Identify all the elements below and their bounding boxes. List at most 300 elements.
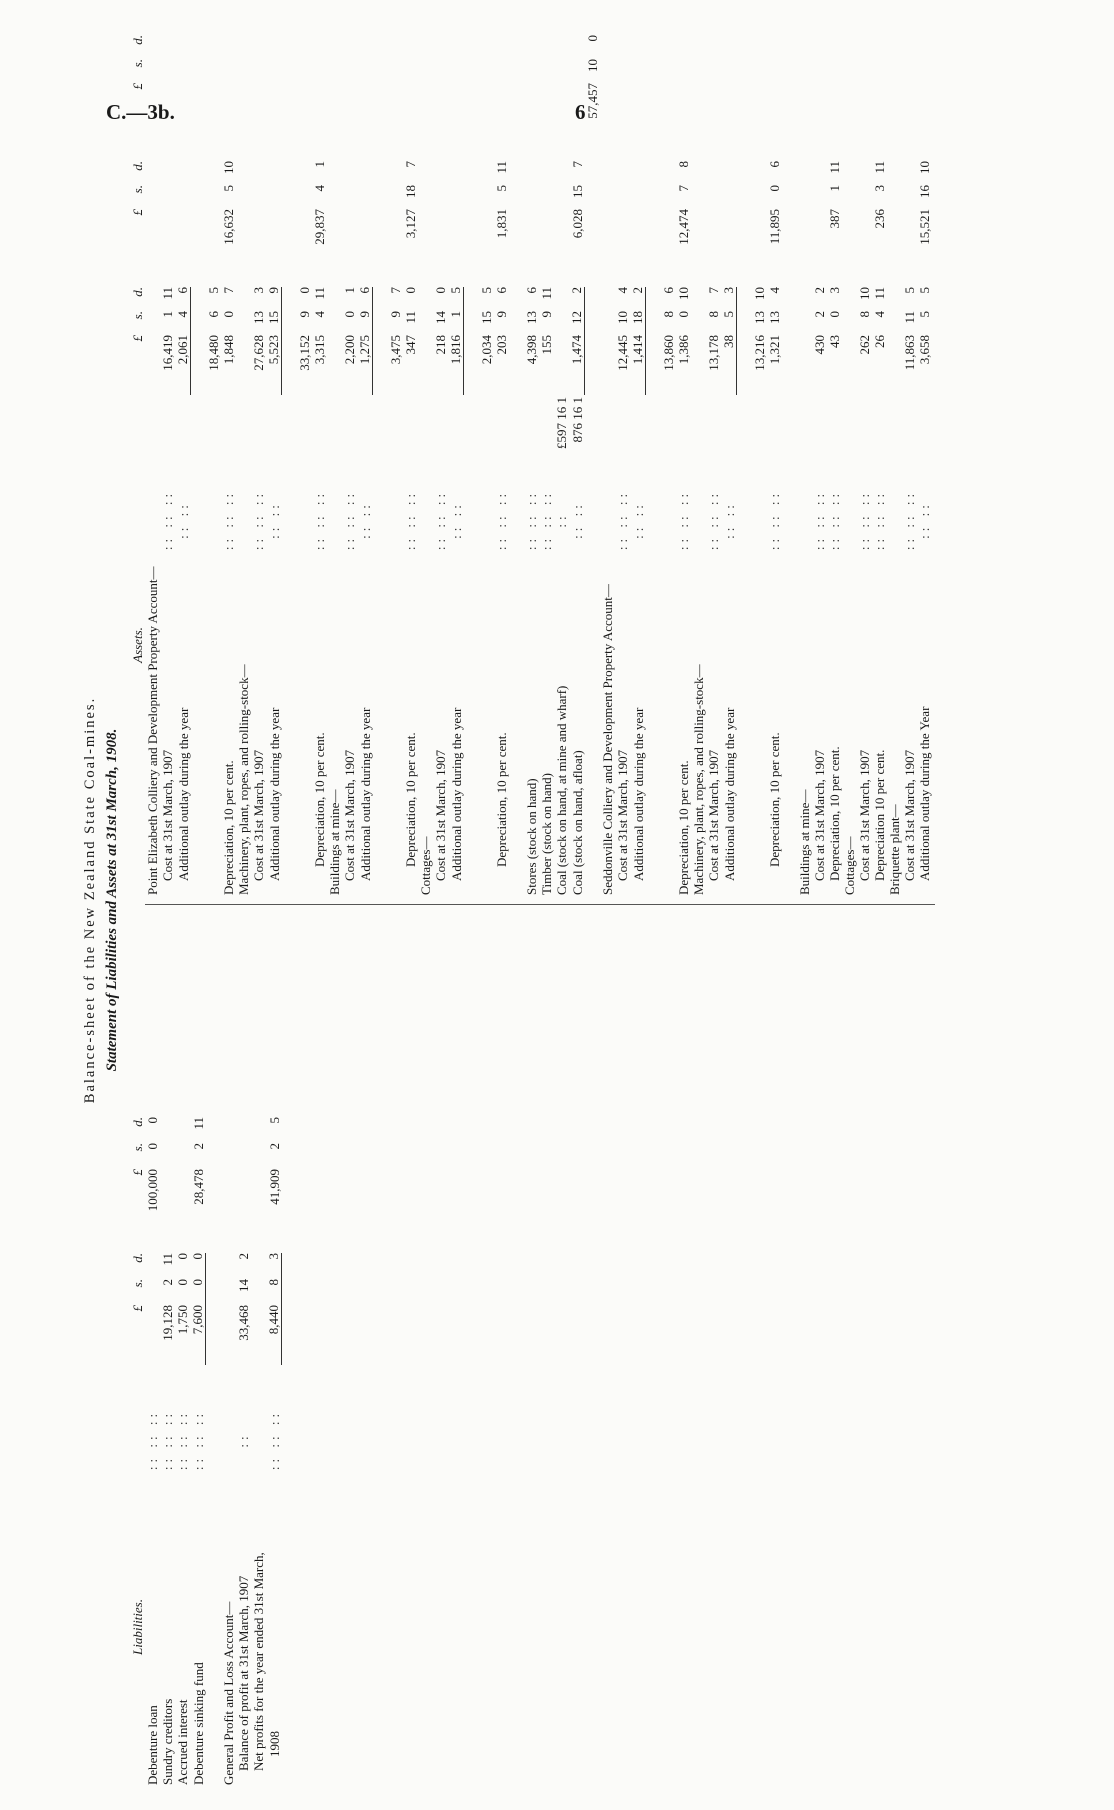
asset-label: Additional outlay during the year	[266, 707, 282, 881]
subtotal-cell	[721, 209, 737, 273]
subtotal-cell	[630, 185, 646, 209]
total-cell: 100,000	[145, 1169, 160, 1212]
leader-dots	[373, 475, 389, 565]
asset-row	[600, 35, 615, 895]
asset-row	[646, 35, 662, 895]
amount-cell	[373, 287, 389, 311]
total-cell	[145, 35, 160, 59]
subtotal-cell: 15,521	[917, 209, 932, 245]
total-cell	[464, 59, 480, 83]
subtotal-cell	[357, 209, 373, 273]
spacer	[236, 147, 251, 161]
total-cell: 11	[190, 1117, 206, 1130]
subtotal-cell	[615, 185, 630, 209]
asset-label: Cost at 31st March, 1907	[433, 749, 448, 881]
asset-label: Depreciation, 10 per cent.	[676, 760, 691, 895]
asset-label	[782, 565, 797, 895]
subtotal-cell	[706, 209, 721, 273]
spacer	[917, 147, 932, 161]
amount-cell: 0	[827, 311, 842, 318]
amount-cell: 1,474	[569, 335, 585, 395]
subtotal-cell	[433, 185, 448, 209]
asset-label	[479, 565, 494, 895]
sub-amount	[661, 395, 676, 475]
amount-cell	[464, 335, 480, 395]
amount-cell: 1,816	[448, 335, 464, 395]
total-cell	[418, 59, 433, 83]
spacer	[646, 273, 662, 287]
spacer	[160, 147, 175, 161]
amount-cell	[145, 287, 160, 311]
subtotal-cell	[842, 209, 857, 273]
spacer	[752, 147, 767, 161]
total-cell	[737, 83, 753, 147]
total-cell	[221, 1143, 236, 1169]
subtotal-cell	[236, 185, 251, 209]
spacer	[902, 147, 917, 161]
asset-row	[509, 35, 524, 895]
page-number: 6	[575, 100, 586, 124]
amount-cell	[737, 287, 753, 311]
asset-label	[282, 565, 298, 895]
assets-column	[130, 15, 932, 895]
spacer	[251, 1239, 266, 1253]
total-cell	[661, 59, 676, 83]
spacer	[737, 147, 753, 161]
asset-row	[872, 35, 887, 895]
amount-cell: 6	[524, 287, 539, 294]
amount-cell: 11	[160, 1253, 175, 1266]
spacer	[479, 273, 494, 287]
amount-cell: 16,419	[160, 335, 175, 371]
sub-amount: £597 16 1	[554, 397, 569, 449]
asset-row	[297, 35, 312, 895]
spacer	[388, 273, 403, 287]
total-cell	[917, 35, 932, 59]
subtotal-cell	[297, 185, 312, 209]
asset-row	[191, 35, 207, 895]
total-cell	[206, 1117, 222, 1143]
total-cell	[812, 59, 827, 83]
sub-amount	[479, 395, 494, 475]
subtotal-cell	[585, 185, 601, 209]
total-cell	[479, 35, 494, 59]
subtotal-cell	[448, 209, 464, 273]
total-cell	[691, 59, 706, 83]
spacer	[524, 273, 539, 287]
spacer	[342, 147, 357, 161]
total-cell	[191, 59, 207, 83]
subtotal-cell: 11	[872, 161, 887, 174]
asset-row	[661, 35, 676, 895]
amount-cell: 10	[752, 287, 767, 300]
subtotal-cell	[145, 209, 160, 273]
spacer	[266, 147, 282, 161]
total-cell	[388, 83, 403, 147]
subtotal-cell	[418, 209, 433, 273]
subtotal-cell	[902, 161, 917, 185]
leader-dots	[509, 475, 524, 565]
liability-label: Net profits for the year ended 31st March,	[251, 1552, 266, 1771]
asset-row	[721, 35, 737, 895]
sub-amount	[797, 395, 812, 475]
asset-row	[494, 35, 509, 895]
asset-row	[464, 35, 480, 895]
asset-row	[676, 35, 691, 895]
spacer	[236, 273, 251, 287]
total-cell	[706, 83, 721, 147]
amount-cell: 18	[630, 311, 646, 335]
sub-amount	[600, 395, 615, 475]
asset-label: Cottages—	[842, 836, 857, 895]
subtotal-cell: 10	[221, 161, 236, 174]
amount-cell: 4	[312, 311, 327, 318]
spacer	[479, 147, 494, 161]
amount-cell: 1,386	[676, 335, 691, 365]
leader-dots: :: :: ::	[494, 489, 509, 551]
amount-cell: 2,034	[479, 335, 494, 365]
asset-label: Additional outlay during the year	[448, 707, 464, 881]
sub-amount	[646, 395, 662, 475]
amount-cell	[251, 1253, 266, 1279]
subtotal-cell	[752, 209, 767, 273]
spacer	[357, 273, 373, 287]
total-cell	[357, 35, 373, 59]
subtotal-cell	[661, 185, 676, 209]
subtotal-cell	[554, 185, 569, 209]
subtotal-cell	[752, 185, 767, 209]
amount-cell	[887, 287, 902, 311]
amount-cell: 26	[872, 335, 887, 348]
leader-dots: :: :: ::	[539, 489, 554, 551]
amount-cell: 3	[266, 1253, 282, 1279]
subtotal-cell	[464, 209, 480, 273]
unit-pence: d.	[130, 35, 145, 45]
asset-label: Additional outlay during the year	[721, 707, 737, 881]
spacer	[509, 273, 524, 287]
spacer	[327, 273, 342, 287]
subtotal-cell	[797, 161, 812, 185]
total-cell	[251, 1143, 266, 1169]
sub-amount	[357, 395, 373, 475]
liabilities-heading: Liabilities.	[130, 1599, 145, 1655]
subtotal-cell	[388, 161, 403, 185]
spacer	[872, 273, 887, 287]
spacer	[175, 1239, 190, 1253]
spacer	[782, 147, 797, 161]
total-cell	[236, 1143, 251, 1169]
amount-cell	[691, 311, 706, 335]
leader-dots: :: :: ::	[706, 489, 721, 551]
total-cell	[251, 1169, 266, 1239]
amount-cell: 5	[448, 287, 464, 311]
amount-cell: 1,848	[221, 335, 236, 365]
amount-cell: 2	[812, 287, 827, 294]
sub-amount	[160, 395, 175, 475]
amount-cell: 6	[175, 287, 191, 311]
leader-dots: :: :: ::	[676, 489, 691, 551]
amount-cell	[464, 311, 480, 335]
total-cell	[403, 83, 418, 147]
spacer	[539, 273, 554, 287]
subtotal-cell	[464, 185, 480, 209]
subtotal-cell	[433, 161, 448, 185]
subtotal-cell	[175, 161, 191, 185]
sub-amount	[676, 395, 691, 475]
amount-cell: 3	[827, 287, 842, 294]
asset-label: Additional outlay during the year	[357, 707, 373, 881]
amount-cell: 14	[433, 311, 448, 324]
subtotal-cell	[554, 209, 569, 273]
leader-dots: :: :: ::	[251, 489, 266, 551]
total-cell: 0	[145, 1117, 160, 1124]
asset-label	[737, 565, 753, 895]
spacer	[797, 273, 812, 287]
total-cell	[312, 83, 327, 147]
total-cell	[797, 35, 812, 59]
liability-row	[175, 1117, 190, 1785]
subtotal-cell	[737, 161, 753, 185]
subtotal-cell	[585, 209, 601, 273]
leader-dots: :: ::	[569, 501, 585, 539]
liability-row	[206, 1117, 222, 1785]
sub-amount	[388, 395, 403, 475]
total-cell: 57,457	[585, 83, 600, 119]
subtotal-cell	[509, 209, 524, 273]
subtotal-cell: 387	[827, 209, 842, 229]
spacer	[767, 147, 782, 161]
leader-dots: :: ::	[175, 501, 191, 539]
spacer	[388, 147, 403, 161]
spacer	[433, 273, 448, 287]
asset-row	[388, 35, 403, 895]
spacer	[812, 147, 827, 161]
amount-cell: 6	[661, 287, 676, 294]
spacer	[554, 147, 569, 161]
amount-cell	[206, 1253, 222, 1279]
asset-label: Briquette plant—	[887, 804, 902, 895]
sub-amount	[221, 395, 236, 475]
total-cell	[479, 59, 494, 83]
total-cell	[221, 59, 236, 83]
total-cell	[812, 35, 827, 59]
total-cell	[827, 83, 842, 147]
total-cell	[661, 83, 676, 147]
subtotal-cell	[160, 185, 175, 209]
subtotal-cell	[342, 161, 357, 185]
asset-label: Depreciation, 10 per cent.	[494, 732, 509, 867]
amount-cell: 2,061	[175, 335, 191, 395]
subtotal-cell: 1	[312, 161, 327, 168]
liability-label: 1908	[266, 1731, 282, 1757]
subtotal-cell	[600, 209, 615, 273]
total-cell	[902, 35, 917, 59]
total-cell	[524, 83, 539, 147]
asset-label	[752, 565, 767, 895]
asset-row	[266, 35, 282, 895]
amount-cell	[206, 1279, 222, 1305]
total-cell	[767, 59, 782, 83]
sub-amount	[236, 395, 251, 475]
leader-dots	[691, 475, 706, 565]
total-cell	[327, 83, 342, 147]
asset-row	[827, 35, 842, 895]
total-cell	[661, 35, 676, 59]
subtotal-cell	[887, 161, 902, 185]
amount-cell	[554, 311, 569, 335]
total-cell	[509, 83, 524, 147]
asset-row	[251, 35, 266, 895]
total-cell	[251, 35, 266, 59]
amount-cell: 4	[175, 311, 191, 335]
total-cell	[676, 83, 691, 147]
total-cell	[221, 83, 236, 147]
subtotal-cell: 3,127	[403, 209, 418, 239]
asset-label: Stores (stock on hand)	[524, 778, 539, 895]
subtotal-cell	[737, 209, 753, 273]
sub-amount	[615, 395, 630, 475]
amount-cell	[646, 287, 662, 311]
total-cell	[872, 35, 887, 59]
leader-dots	[797, 475, 812, 565]
total-cell	[797, 83, 812, 147]
total-cell	[600, 35, 615, 59]
sub-amount	[191, 395, 207, 475]
subtotal-cell: 4	[312, 185, 327, 192]
amount-cell	[236, 335, 251, 395]
total-cell	[782, 59, 797, 83]
total-cell	[160, 83, 175, 147]
sub-amount	[418, 395, 433, 475]
total-cell	[917, 59, 932, 83]
subtotal-cell: 1	[827, 185, 842, 192]
spacer	[706, 147, 721, 161]
total-cell	[327, 35, 342, 59]
subtotal-cell	[857, 185, 872, 209]
spacer	[251, 273, 266, 287]
asset-row	[585, 35, 601, 895]
total-cell	[206, 1169, 222, 1239]
amount-cell: 10	[615, 311, 630, 324]
amount-cell: 5	[479, 287, 494, 294]
total-cell	[569, 83, 585, 147]
total-cell	[676, 59, 691, 83]
asset-label: Depreciation, 10 per cent.	[221, 760, 236, 895]
asset-label: Depreciation, 10 per cent.	[312, 732, 327, 867]
total-cell	[433, 83, 448, 147]
liability-label: Debenture sinking fund	[190, 1662, 206, 1785]
amount-cell	[327, 335, 342, 395]
asset-label	[464, 565, 480, 895]
amount-cell	[145, 335, 160, 395]
asset-label: Buildings at mine—	[797, 789, 812, 895]
total-cell	[160, 59, 175, 83]
subtotal-cell	[554, 161, 569, 185]
asset-row	[479, 35, 494, 895]
amount-cell: 33,468	[236, 1305, 251, 1341]
asset-row	[917, 35, 932, 895]
total-cell	[191, 83, 207, 147]
subtotal-cell	[479, 185, 494, 209]
total-cell	[539, 59, 554, 83]
amount-cell	[646, 311, 662, 335]
amount-cell: 5	[206, 287, 221, 294]
spacer	[464, 273, 480, 287]
spacer	[737, 273, 753, 287]
amount-cell: 6	[494, 287, 509, 294]
amount-cell: 12	[569, 311, 585, 335]
sub-amount	[842, 395, 857, 475]
total-cell	[676, 35, 691, 59]
amount-cell: 9	[266, 287, 282, 311]
amount-cell: 347	[403, 335, 418, 355]
asset-row	[373, 35, 389, 895]
total-cell	[175, 1169, 190, 1239]
asset-row	[842, 35, 857, 895]
spacer	[312, 273, 327, 287]
leader-dots: :: :: ::	[145, 1409, 160, 1471]
sub-amount	[373, 395, 389, 475]
amount-cell: 13	[524, 311, 539, 324]
leader-dots	[221, 1365, 236, 1515]
subtotal-cell: 5	[494, 185, 509, 192]
sub-amount	[448, 395, 464, 475]
liability-label: Debenture loan	[145, 1705, 160, 1785]
total-cell	[494, 83, 509, 147]
amount-cell: 19,128	[160, 1305, 175, 1341]
total-cell	[721, 35, 737, 59]
subtotal-cell	[145, 161, 160, 185]
spacer	[448, 273, 464, 287]
amount-cell: 9	[297, 311, 312, 318]
total-cell	[646, 59, 662, 83]
asset-row	[236, 35, 251, 895]
spacer	[630, 273, 646, 287]
subtotal-cell	[661, 209, 676, 273]
subtotal-cell: 11,895	[767, 209, 782, 245]
spacer	[857, 273, 872, 287]
spacer	[266, 273, 282, 287]
total-cell	[917, 83, 932, 147]
spacer	[251, 147, 266, 161]
leader-dots	[327, 475, 342, 565]
asset-label	[388, 565, 403, 895]
liability-row	[145, 1117, 160, 1785]
spacer	[782, 273, 797, 287]
total-cell	[251, 59, 266, 83]
amount-cell	[191, 335, 207, 395]
total-cell	[357, 59, 373, 83]
total-cell	[373, 59, 389, 83]
total-cell	[175, 1117, 190, 1143]
spacer	[494, 147, 509, 161]
spacer	[130, 1239, 145, 1253]
total-cell	[812, 83, 827, 147]
spacer	[615, 273, 630, 287]
leader-dots: :: :: ::	[266, 1409, 282, 1471]
spacer	[403, 273, 418, 287]
total-cell	[236, 1117, 251, 1143]
subtotal-cell	[691, 209, 706, 273]
total-cell	[721, 83, 737, 147]
leader-dots	[464, 475, 480, 565]
total-cell	[160, 35, 175, 59]
liability-row	[266, 1117, 282, 1785]
leader-dots: :: :: ::	[615, 489, 630, 551]
liability-label: General Profit and Loss Account—	[221, 1601, 236, 1785]
total-cell	[827, 35, 842, 59]
amount-cell: 1	[342, 287, 357, 294]
